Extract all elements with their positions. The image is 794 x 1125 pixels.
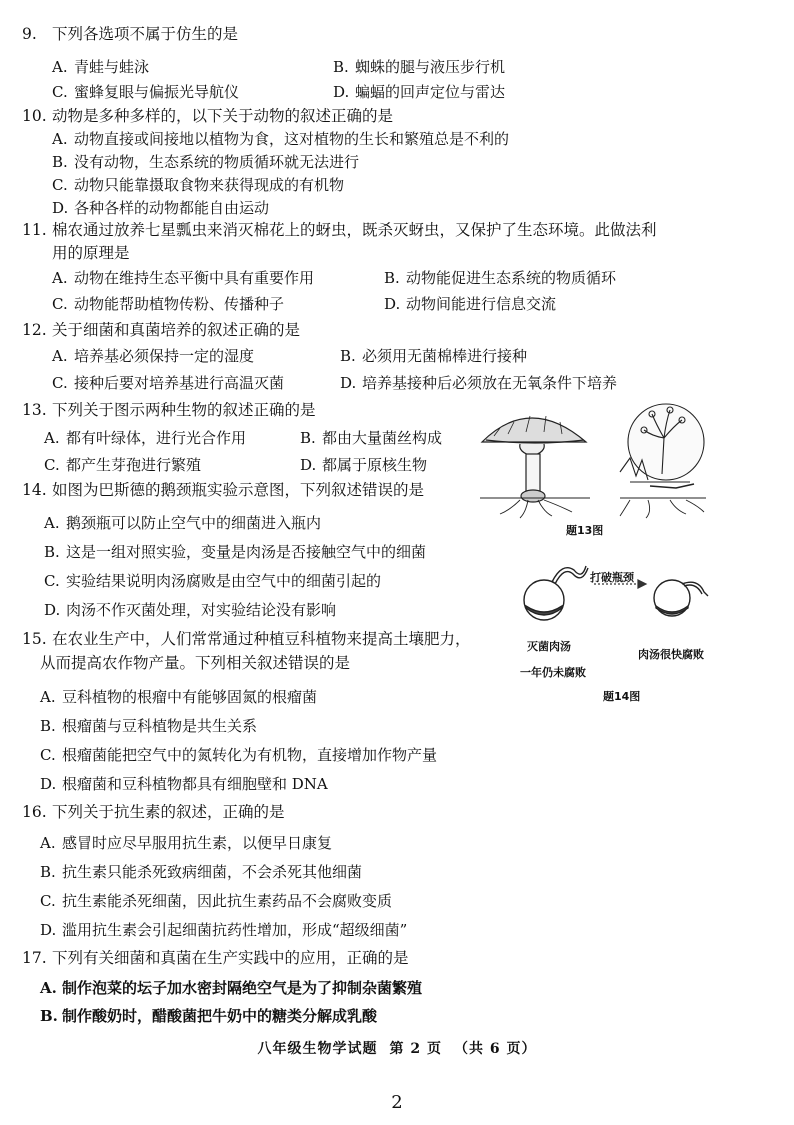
footer-total: （共 6 页）: [454, 1041, 537, 1057]
option-11c: C. 动物能帮助植物传粉、传播种子: [52, 295, 285, 313]
question-stem: 下列各选项不属于仿生的是: [52, 25, 239, 43]
option-16d: D. 滥用抗生素会引起细菌抗药性增加，形成“超级细菌”: [40, 921, 408, 939]
question-15-line2: 从而提高农作物产量。下列相关叙述错误的是: [40, 654, 351, 672]
option-16b: B. 抗生素只能杀死致病细菌，不会杀死其他细菌: [40, 863, 363, 881]
figure-14: [522, 556, 722, 626]
mushroom-icon: [480, 416, 590, 518]
option-12b: B. 必须用无菌棉棒进行接种: [340, 347, 528, 365]
mold-icon: [620, 404, 706, 518]
option-14c: C. 实验结果说明肉汤腐败是由空气中的细菌引起的: [44, 572, 382, 590]
question-11: 11. 棉农通过放养七星瓢虫来消灭棉花上的蚜虫，既杀灭蚜虫，又保护了生态环境。此做法利: [22, 221, 657, 239]
option-11a: A. 动物在维持生态平衡中具有重要作用: [52, 269, 315, 287]
option-12d: D. 培养基接种后必须放在无氧条件下培养: [340, 374, 618, 392]
question-12: 12. 关于细菌和真菌培养的叙述正确的是: [22, 321, 301, 339]
question-16: 16. 下列关于抗生素的叙述，正确的是: [22, 803, 285, 821]
swan-neck-flask-icon: [524, 566, 588, 620]
question-13: 13. 下列关于图示两种生物的叙述正确的是: [22, 401, 316, 419]
option-14a: A. 鹅颈瓶可以防止空气中的细菌进入瓶内: [44, 514, 322, 532]
question-14: 14. 如图为巴斯德的鹅颈瓶实验示意图，下列叙述错误的是: [22, 481, 425, 499]
option-10b: B. 没有动物，生态系统的物质循环就无法进行: [52, 153, 360, 171]
option-10d: D. 各种各样的动物都能自由运动: [52, 199, 270, 217]
footer-title: 八年级生物学试题: [257, 1041, 378, 1057]
figure-14-left-label: 灭菌肉汤: [527, 640, 571, 653]
question-17: 17. 下列有关细菌和真菌在生产实践中的应用，正确的是: [22, 949, 409, 967]
option-17a: A. 制作泡菜的坛子加水密封隔绝空气是为了抑制杂菌繁殖: [40, 979, 423, 997]
option-10c: C. 动物只能靠摄取食物来获得现成的有机物: [52, 176, 345, 194]
option-17b: B. 制作酸奶时，醋酸菌把牛奶中的糖类分解成乳酸: [40, 1007, 378, 1025]
figure-14-arrow-label: 打破瓶颈: [590, 571, 634, 584]
option-15c: C. 根瘤菌能把空气中的氮转化为有机物，直接增加作物产量: [40, 746, 438, 764]
option-13a: A. 都有叶绿体，进行光合作用: [44, 429, 247, 447]
option-15a: A. 豆科植物的根瘤中有能够固氮的根瘤菌: [40, 688, 318, 706]
option-9d: D. 蝙蝠的回声定位与雷达: [333, 83, 506, 101]
figure-13: [480, 402, 710, 520]
option-9c: C. 蜜蜂复眼与偏振光导航仪: [52, 83, 240, 101]
option-13c: C. 都产生芽孢进行繁殖: [44, 456, 202, 474]
broken-flask-icon: [654, 580, 708, 616]
figure-14-left-sub: 一年仍未腐败: [520, 666, 586, 679]
option-15d: D. 根瘤菌和豆科植物都具有细胞壁和 DNA: [40, 775, 328, 793]
option-10a: A. 动物直接或间接地以植物为食，这对植物的生长和繁殖总是不利的: [52, 130, 510, 148]
option-16c: C. 抗生素能杀死细菌，因此抗生素药品不会腐败变质: [40, 892, 393, 910]
page-number: 2: [391, 1092, 403, 1113]
option-11d: D. 动物间能进行信息交流: [384, 295, 557, 313]
question-10: 10. 动物是多种多样的，以下关于动物的叙述正确的是: [22, 107, 394, 125]
figure-14-caption: 题14图: [603, 690, 641, 703]
option-13d: D. 都属于原核生物: [300, 456, 428, 474]
page-footer: [0, 1038, 794, 1058]
option-15b: B. 根瘤菌与豆科植物是共生关系: [40, 717, 258, 735]
question-number: 9.: [22, 25, 37, 43]
option-14b: B. 这是一组对照实验，变量是肉汤是否接触空气中的细菌: [44, 543, 427, 561]
option-14d: D. 肉汤不作灭菌处理，对实验结论没有影响: [44, 601, 337, 619]
footer-page: 第 2 页: [389, 1041, 442, 1057]
question-15: 15. 在农业生产中，人们常常通过种植豆科植物来提高土壤肥力，: [22, 630, 471, 648]
option-11b: B. 动物能促进生态系统的物质循环: [384, 269, 617, 287]
question-9: [22, 24, 238, 44]
option-9b: B. 蜘蛛的腿与液压步行机: [333, 58, 506, 76]
option-12a: A. 培养基必须保持一定的湿度: [52, 347, 255, 365]
question-11-line2: 用的原理是: [52, 244, 130, 262]
option-12c: C. 接种后要对培养基进行高温灭菌: [52, 374, 285, 392]
figure-14-right-label: 肉汤很快腐败: [638, 648, 704, 661]
option-16a: A. 感冒时应尽早服用抗生素，以便早日康复: [40, 834, 333, 852]
figure-13-caption: 题13图: [566, 524, 604, 537]
option-13b: B. 都由大量菌丝构成: [300, 429, 443, 447]
option-9a: A. 青蛙与蛙泳: [52, 58, 150, 76]
